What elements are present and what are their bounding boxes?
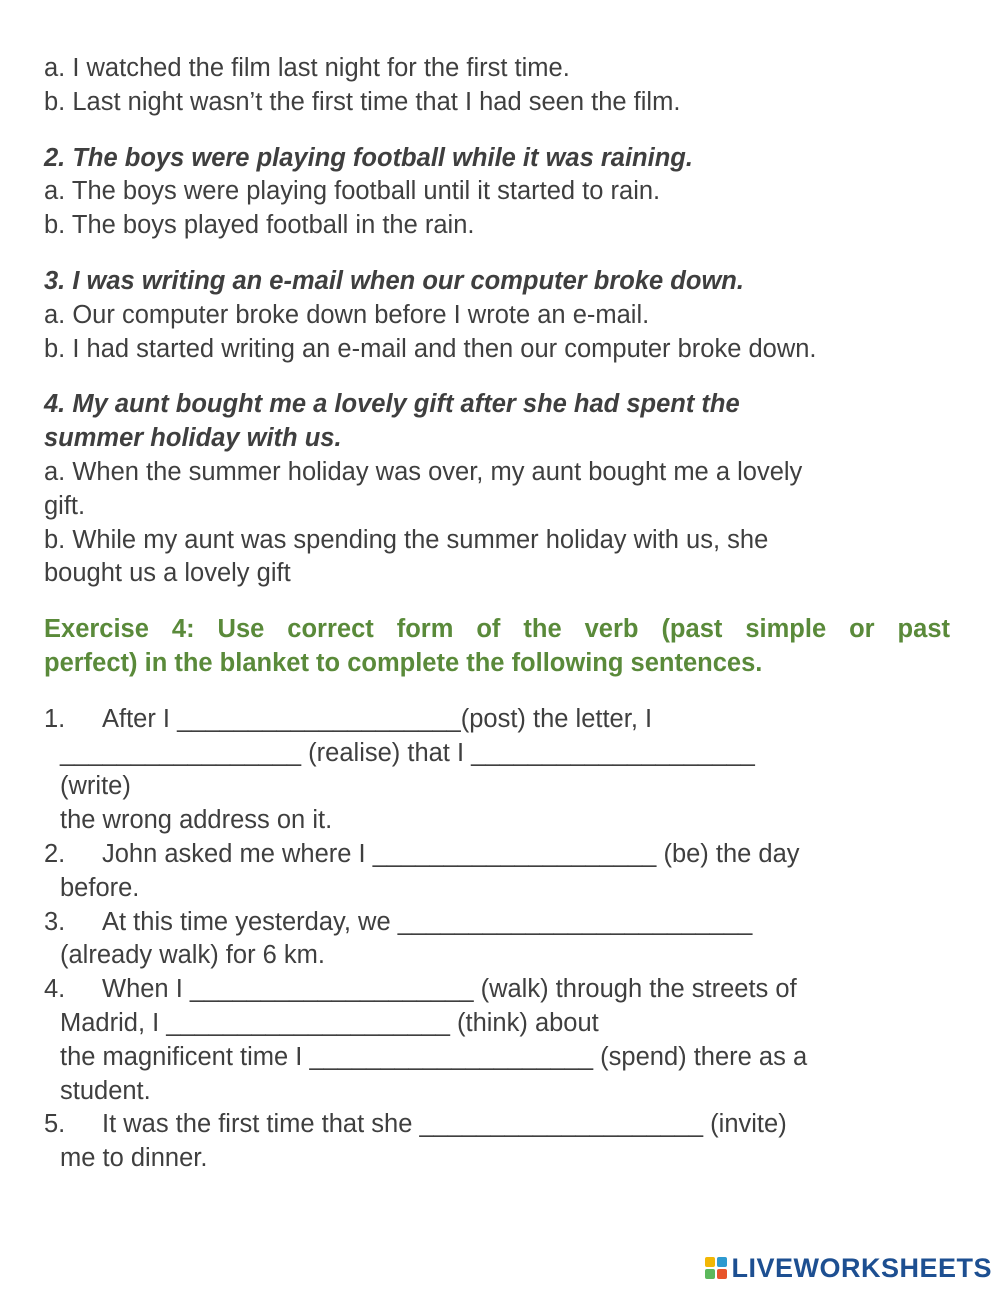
question-statement: 2. The boys were playing football while it was raining. (44, 143, 693, 172)
exercise-item-2 (44, 838, 950, 906)
item-continuation: (write) (60, 772, 131, 801)
logo-text: LIVEWORKSHEETS (731, 1252, 992, 1283)
logo-mark-icon (705, 1257, 727, 1279)
question-4 (44, 388, 950, 591)
item-continuation: me to dinner. (60, 1144, 208, 1173)
worksheet-page (44, 52, 950, 1176)
item-number: 2. (44, 839, 66, 868)
item-continuation: the magnificent time I ____________________ (spend) there as a (60, 1042, 808, 1071)
exercise-item-3 (44, 906, 950, 974)
item-text: After I ____________________(post) the letter, I (102, 704, 653, 733)
question-statement-line-1: 4. My aunt bought me a lovely gift after she had spent the (44, 390, 740, 419)
exercise-item-1 (44, 703, 950, 838)
exercise-heading-line-1: Exercise 4: Use correct form of the verb (past simple or past (44, 615, 950, 644)
option-b-line-1: b. While my aunt was spending the summer holiday with us, she (44, 525, 769, 554)
option-a: a. Our computer broke down before I wrote an e-mail. (44, 300, 650, 329)
item-text: At this time yesterday, we _________________________ (102, 907, 753, 936)
option-b: b. The boys played football in the rain. (44, 211, 475, 240)
item-continuation: before. (60, 873, 140, 902)
question-3 (44, 265, 950, 366)
item-number: 1. (44, 704, 66, 733)
item-number: 3. (44, 907, 66, 936)
item-number: 4. (44, 975, 66, 1004)
item-text: John asked me where I ____________________ (be) the day (102, 839, 800, 868)
item-continuation: Madrid, I ____________________ (think) about (60, 1008, 599, 1037)
item-text: It was the first time that she ____________________ (invite) (102, 1110, 787, 1139)
item-continuation: student. (60, 1076, 151, 1105)
question-statement: 3. I was writing an e-mail when our computer broke down. (44, 266, 744, 295)
exercise-heading-line-2: perfect) in the blanket to complete the following sentences. (44, 648, 763, 677)
exercise-item-4 (44, 973, 950, 1108)
question-2 (44, 142, 950, 243)
option-a-line-2: gift. (44, 491, 86, 520)
option-b: b. Last night wasn’t the first time that I had seen the film. (44, 87, 681, 116)
option-a-line-1: a. When the summer holiday was over, my aunt bought me a lovely (44, 457, 803, 486)
exercise-4-items (44, 703, 950, 1176)
exercise-item-5 (44, 1108, 950, 1176)
option-b: b. I had started writing an e-mail and then our computer broke down. (44, 334, 817, 363)
liveworksheets-logo (705, 1251, 992, 1285)
exercise-4-heading (44, 613, 950, 681)
item-continuation: (already walk) for 6 km. (60, 941, 325, 970)
item-continuation: the wrong address on it. (60, 806, 333, 835)
item-number: 5. (44, 1110, 66, 1139)
option-a: a. The boys were playing football until it started to rain. (44, 177, 661, 206)
question-statement-line-2: summer holiday with us. (44, 424, 342, 453)
option-a: a. I watched the film last night for the first time. (44, 54, 570, 82)
option-b-line-2: bought us a lovely gift (44, 559, 291, 588)
question-1-options (44, 52, 950, 120)
item-continuation: _________________ (realise) that I ____________________ (60, 738, 755, 767)
item-text: When I ____________________ (walk) through the streets of (102, 975, 797, 1004)
